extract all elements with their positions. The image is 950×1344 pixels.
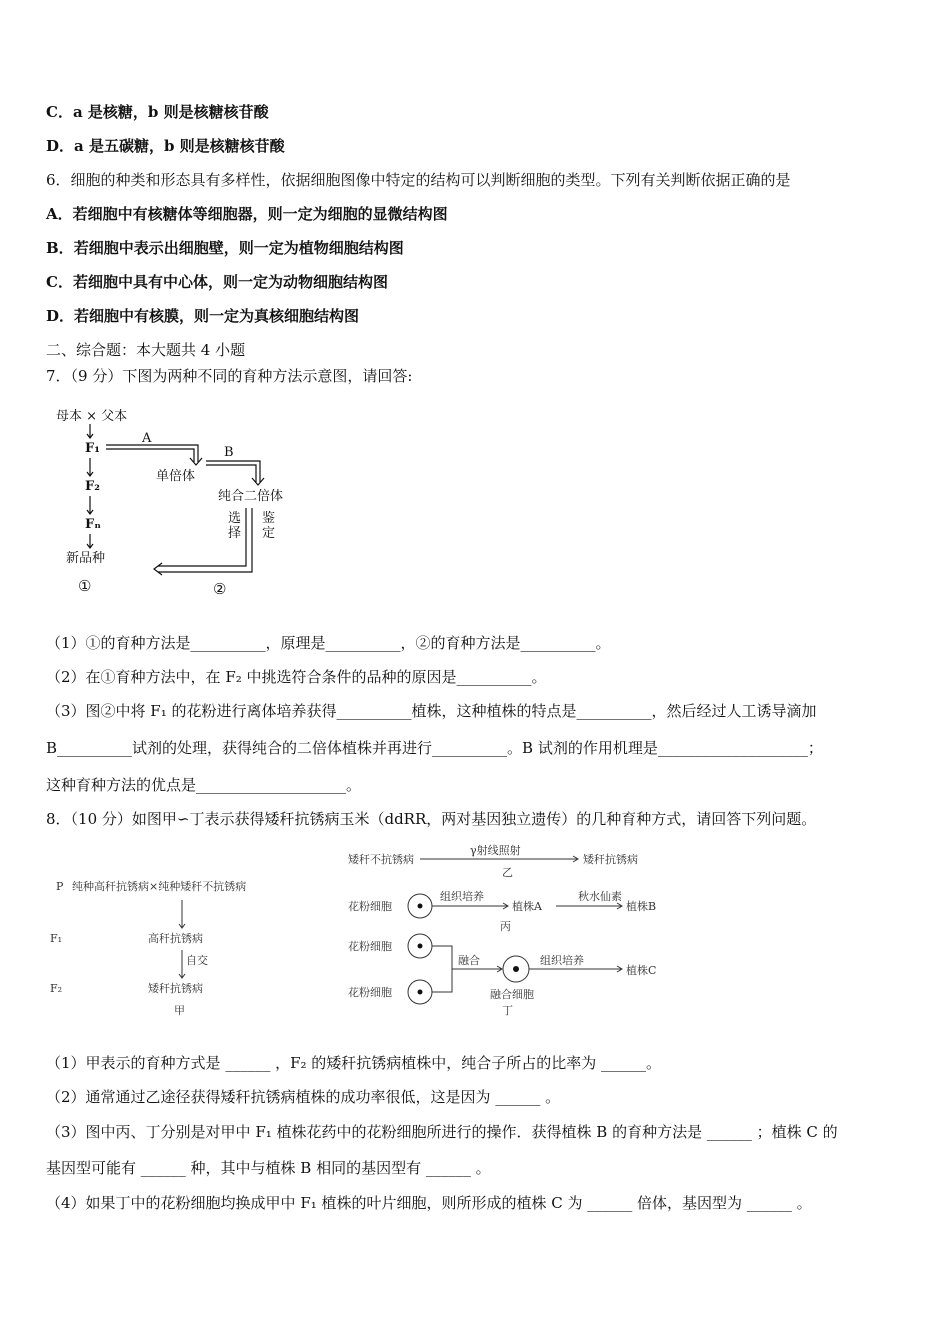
section-title: 二、综合题：本大题共 4 小题 (46, 341, 246, 359)
option-c (46, 102, 269, 122)
arrow-a-outer (106, 445, 198, 462)
label-b: B (224, 445, 234, 460)
nucleus (513, 966, 519, 972)
q6-option-b (46, 238, 404, 258)
option-text: 若细胞中具有中心体，则一定为动物细胞结构图 (72, 273, 388, 291)
nucleus (418, 990, 423, 995)
f1-text: 高秆抗锈病 (148, 932, 203, 945)
plant-a-label: 植株A (512, 900, 542, 913)
option-letter: D． (46, 137, 75, 155)
plant-c-label: 植株C (626, 964, 657, 977)
fusion-label: 融合 (458, 954, 480, 967)
option-letter: B． (46, 239, 74, 257)
q6-option-d (46, 306, 359, 326)
yi-arrow-label: γ射线照射 (470, 844, 521, 857)
q8-line-4: 基因型可能有 ______ 种，其中与植株 B 相同的基因型有 ______ 。 (46, 1159, 491, 1177)
pure-diploid-label: 纯合二倍体 (218, 489, 284, 504)
q7-line-3: （3）图②中将 F₁ 的花粉进行离体培养获得__________植株，这种植株的特点是__________，然后经过人工诱导滴加 (46, 702, 817, 720)
tissue-culture-label: 组织培养 (440, 890, 484, 903)
option-d (46, 136, 285, 156)
fusion-bracket (432, 946, 452, 992)
f2-text: 矮秆抗锈病 (148, 982, 203, 995)
arrow-a-inner (106, 449, 194, 462)
label-a: A (142, 431, 152, 446)
selfing-label: 自交 (186, 954, 208, 967)
q8-line-5: （4）如果丁中的花粉细胞均换成甲中 F₁ 植株的叶片细胞，则所形成的植株 C 为 ______ 倍体，基因型为 ______ 。 (46, 1194, 812, 1212)
option-letter: C． (46, 273, 73, 291)
option-text: 若细胞中表示出细胞壁，则一定为植物细胞结构图 (73, 239, 404, 257)
q8-line-3: （3）图中丙、丁分别是对甲中 F₁ 植株花药中的花粉细胞所进行的操作．获得植株 B 的育种方法是 ______ ；植株 C 的 (46, 1123, 838, 1141)
breeding-diagram-q8 (50, 838, 690, 1023)
option-letter: A． (46, 205, 73, 223)
ding-label: 丁 (502, 1004, 513, 1017)
bing-label: 丙 (500, 920, 511, 933)
yi-to: 矮秆抗锈病 (583, 853, 638, 866)
yi-from: 矮秆不抗锈病 (348, 853, 414, 866)
q8-line-2: （2）通常通过乙途径获得矮秆抗锈病植株的成功率很低，这是因为 ______ 。 (46, 1088, 561, 1106)
arrow-b-head (252, 478, 264, 485)
f2-label: F₂ (85, 479, 100, 494)
fn-label: Fₙ (85, 517, 101, 532)
haploid-label: 单倍体 (156, 469, 196, 484)
nucleus (418, 944, 423, 949)
pollen-label: 花粉细胞 (348, 940, 392, 953)
q7-line-5: 这种育种方法的优点是____________________。 (46, 776, 362, 794)
yi-label: 乙 (502, 866, 513, 879)
arrow-return-head (154, 563, 162, 575)
option-text: a 是五碳糖，b 则是核糖核苷酸 (74, 137, 285, 155)
option-letter: D． (46, 307, 75, 325)
p-text: 纯种高秆抗锈病×纯种矮秆不抗锈病 (72, 880, 247, 893)
q7-line-1: （1）①的育种方法是__________，原理是__________，②的育种方法是__________。 (46, 634, 611, 652)
arrow-a-head (190, 458, 202, 465)
pollen-label: 花粉细胞 (348, 986, 392, 999)
option-letter: C． (46, 103, 73, 121)
jia-label: 甲 (174, 1004, 185, 1017)
q6-option-c (46, 272, 388, 292)
new-variety-label: 新品种 (66, 551, 106, 566)
p-label: P (56, 880, 64, 893)
option-text: 若细胞中有核膜，则一定为真核细胞结构图 (74, 307, 360, 325)
f1-label: F₁ (85, 441, 100, 456)
q7-line-4: B__________试剂的处理，获得纯合的二倍体植株并再进行__________。B 试剂的作用机理是____________________； (46, 739, 823, 757)
option-text: 若细胞中有核糖体等细胞器，则一定为细胞的显微结构图 (72, 205, 448, 223)
tissue-culture-label: 组织培养 (540, 954, 584, 967)
fused-cell-label: 融合细胞 (490, 988, 534, 1001)
pollen-label: 花粉细胞 (348, 900, 392, 913)
parents-label: 母本 × 父本 (56, 409, 128, 424)
nucleus (418, 904, 423, 909)
select-label: 选择 (228, 511, 242, 541)
colchicine-label: 秋水仙素 (578, 890, 622, 903)
question-7-stem: 7．（9 分）下图为两种不同的育种方法示意图，请回答: (46, 367, 413, 385)
circle-1-label: ① (78, 577, 92, 595)
circle-2-label: ② (213, 580, 227, 598)
arrow-b-outer (206, 461, 260, 482)
plant-b-label: 植株B (626, 900, 657, 913)
breeding-diagram-q7 (50, 398, 310, 608)
option-text: a 是核糖，b 则是核糖核苷酸 (72, 103, 269, 121)
question-6-stem: 6．细胞的种类和形态具有多样性，依据细胞图像中特定的结构可以判断细胞的类型。下列有关判断依据正确的是 (46, 171, 791, 189)
question-8-stem: 8．（10 分）如图甲∽丁表示获得矮秆抗锈病玉米（ddRR，两对基因独立遗传）的几种育种方式，请回答下列问题。 (46, 810, 817, 828)
q7-line-2: （2）在①育种方法中，在 F₂ 中挑选符合条件的品种的原因是__________。 (46, 668, 547, 686)
arrow-b-inner (206, 465, 256, 482)
q6-option-a (46, 204, 448, 224)
f2-label: F₂ (50, 982, 63, 995)
identify-label: 鉴定 (262, 511, 276, 541)
f1-label: F₁ (50, 932, 63, 945)
q8-line-1: （1）甲表示的育种方式是 ______ ，F₂ 的矮秆抗锈病植株中，纯合子所占的比率为 ______。 (46, 1054, 662, 1072)
